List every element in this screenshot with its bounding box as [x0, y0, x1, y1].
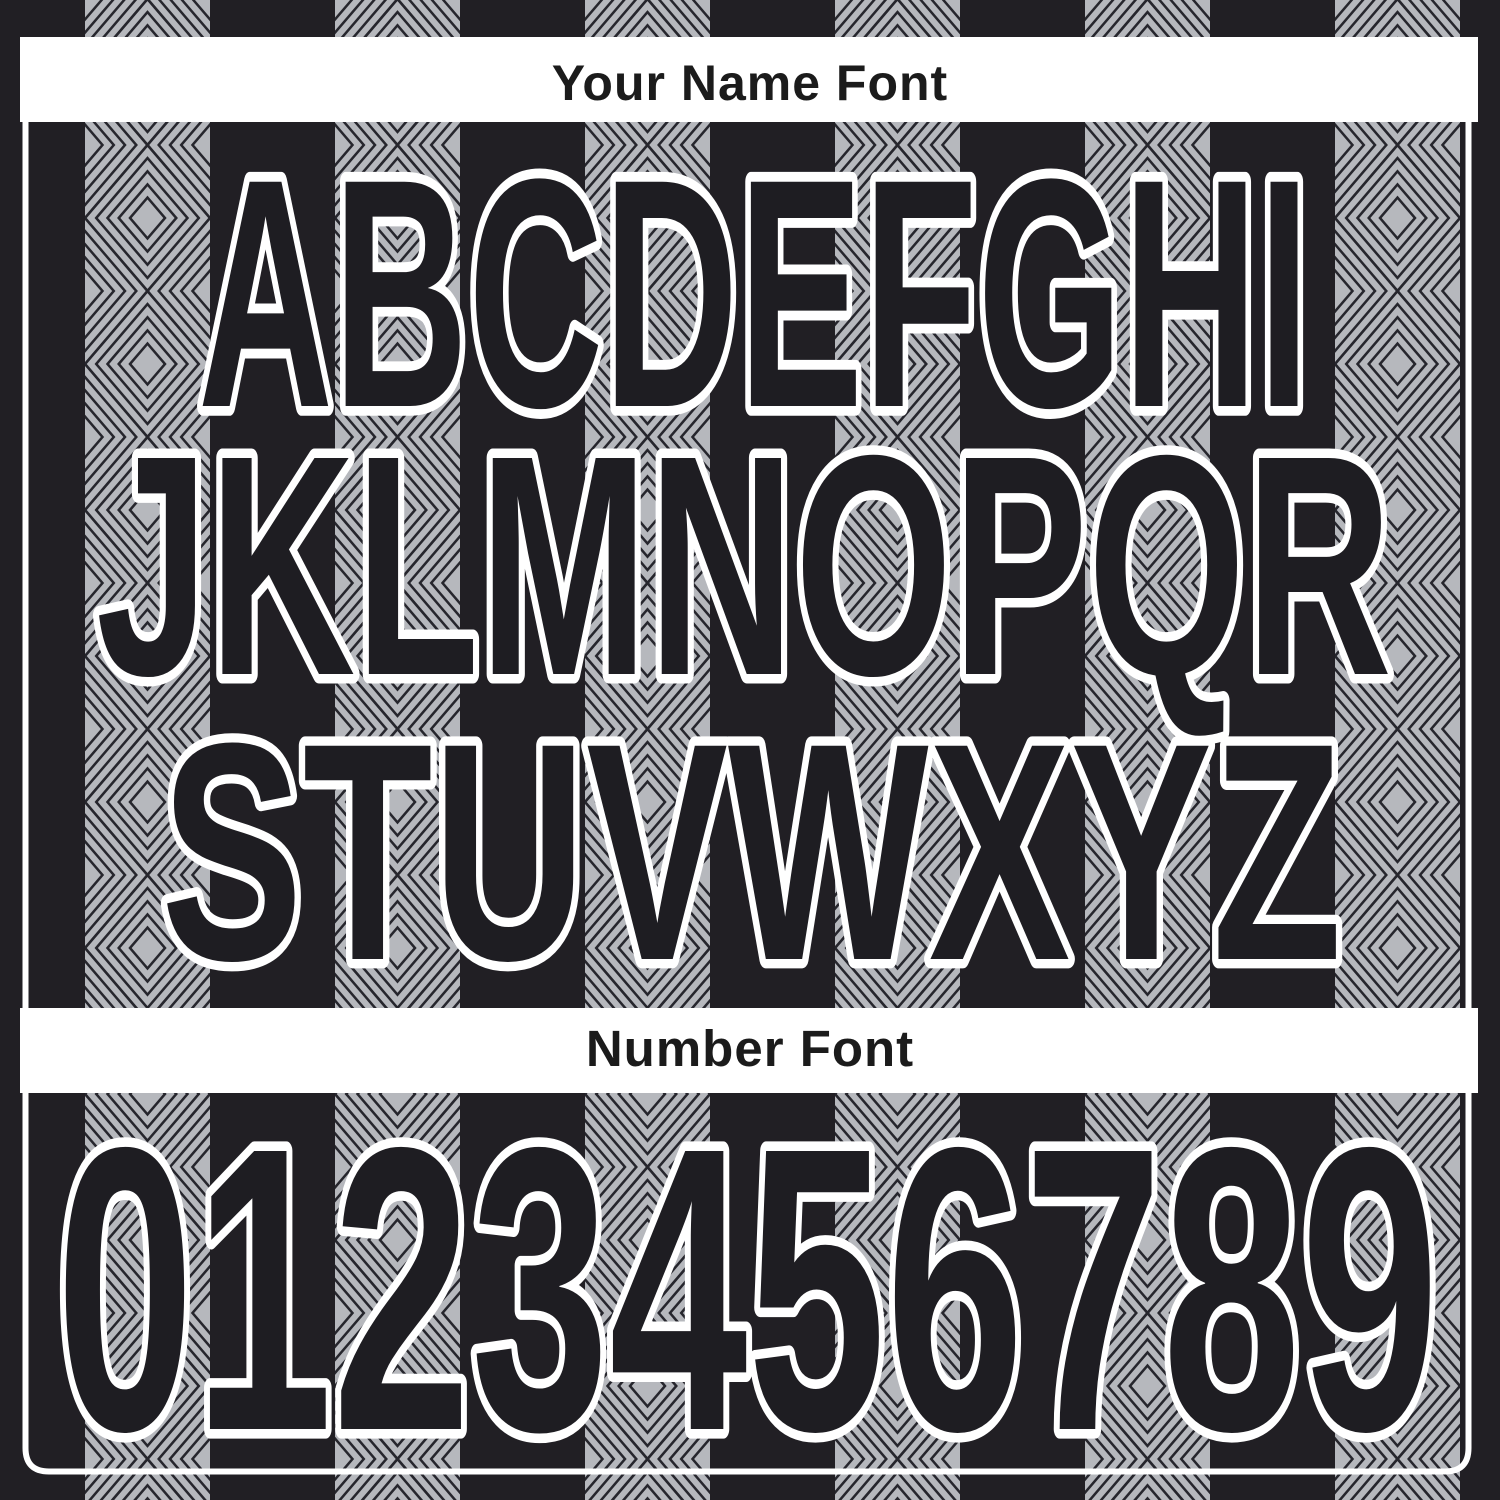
number-row: 0123456789 [55, 1064, 1440, 1500]
name-font-title: Your Name Font [551, 55, 949, 111]
alphabet-row-1: ABCDEFGHI [198, 111, 1310, 476]
number-font-title: Number Font [585, 1020, 915, 1077]
alphabet-row-3: STUVWXYZ [161, 679, 1342, 1026]
alphabet-row-2: JKLMNOPQR [95, 391, 1393, 742]
glyph-rows [56, 112, 1439, 1500]
